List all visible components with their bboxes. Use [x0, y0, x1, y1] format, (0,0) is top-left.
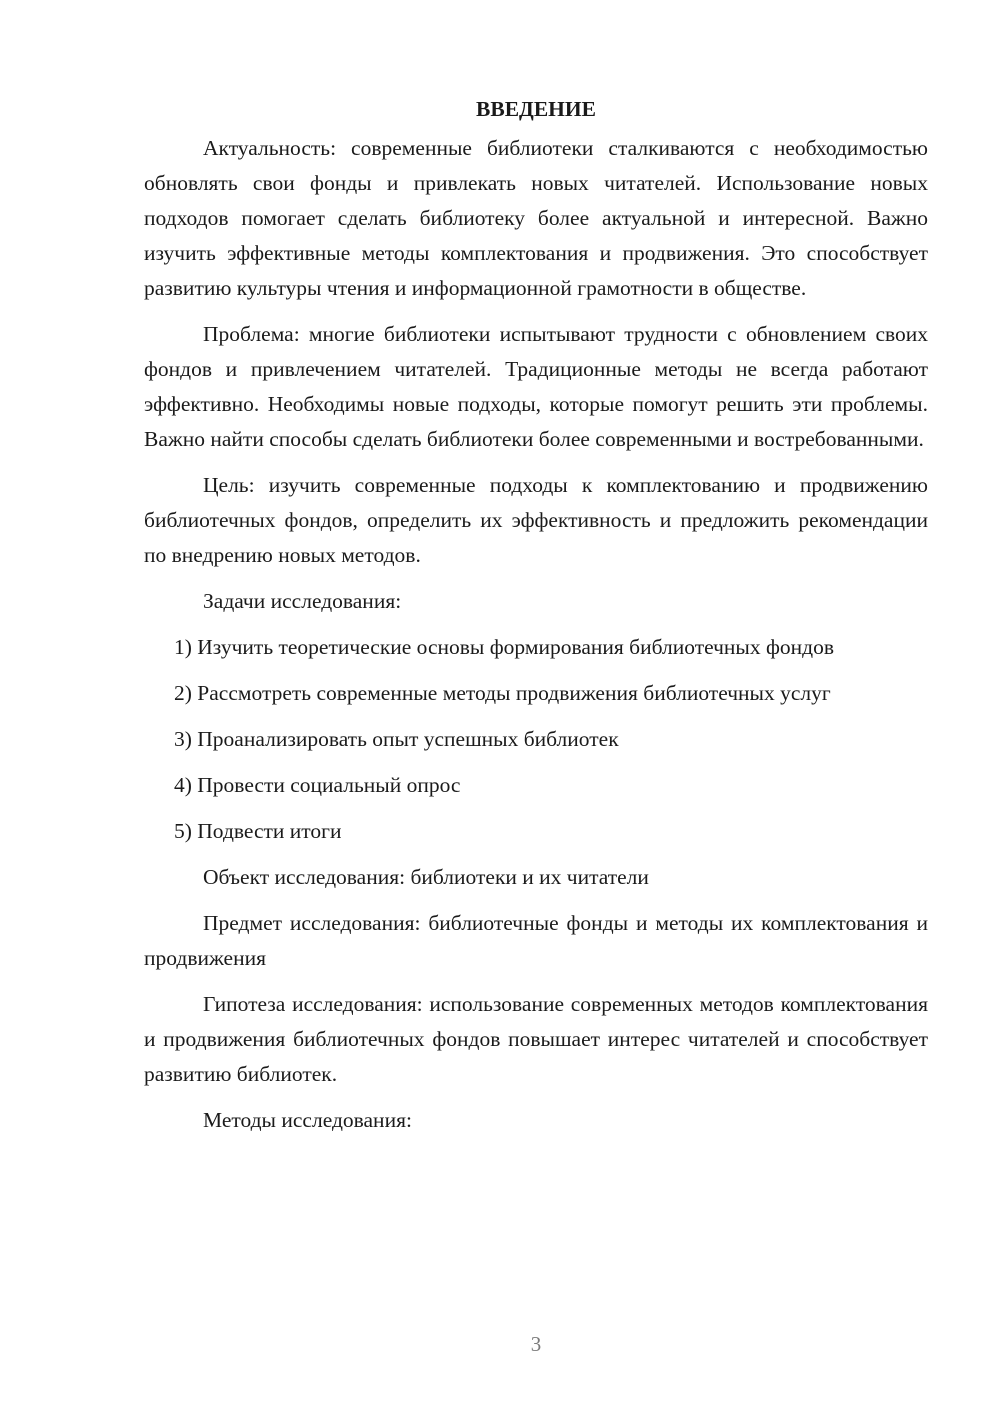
page-number: 3 — [530, 1332, 542, 1356]
relevance-paragraph: Актуальность: современные библиотеки сталкиваются с необходимостью обновлять свои фонды и привлекать новых читателей. Использование новых подходов помогает сделать библиотеку более актуальной и интересной. Важно изучить эффективные методы комплектования и продвижения. Это способствует развитию культуры чтения и информационной грамотности в обществе. — [144, 136, 928, 300]
tasks-heading: Задачи исследования: — [203, 589, 402, 613]
task-item-4: 4) Провести социальный опрос — [174, 773, 461, 797]
problem-paragraph: Проблема: многие библиотеки испытывают трудности с обновлением своих фондов и привлечением читателей. Традиционные методы не всегда работают эффективно. Необходимы новые подходы, которые помогут решить эти проблемы. Важно найти способы сделать библиотеки более современными и востребованными. — [144, 322, 928, 451]
hypothesis-paragraph: Гипотеза исследования: использование современных методов комплектования и продвижения библиотечных фондов повышает интерес читателей и способствует развитию библиотек. — [144, 992, 928, 1086]
document-page — [144, 92, 928, 1149]
object-paragraph: Объект исследования: библиотеки и их читатели — [203, 865, 649, 889]
task-item-5: 5) Подвести итоги — [174, 819, 342, 843]
task-item-1: 1) Изучить теоретические основы формирования библиотечных фондов — [174, 635, 835, 659]
task-item-3: 3) Проанализировать опыт успешных библиотек — [174, 727, 619, 751]
subject-paragraph: Предмет исследования: библиотечные фонды и методы их комплектования и продвижения — [144, 911, 928, 970]
methods-heading: Методы исследования: — [203, 1108, 412, 1132]
page-title: ВВЕДЕНИЕ — [476, 97, 596, 121]
task-item-2: 2) Рассмотреть современные методы продвижения библиотечных услуг — [174, 681, 831, 705]
goal-paragraph: Цель: изучить современные подходы к комплектованию и продвижению библиотечных фондов, определить их эффективность и предложить рекомендации по внедрению новых методов. — [144, 473, 928, 567]
